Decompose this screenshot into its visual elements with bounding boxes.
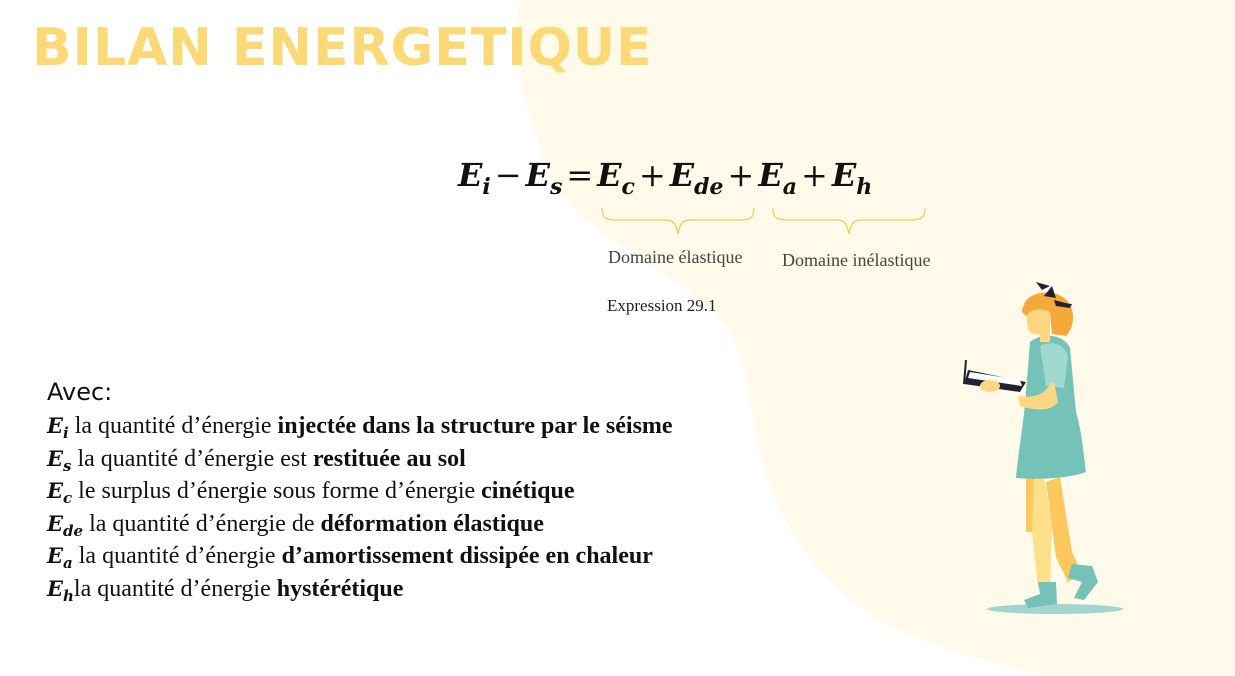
definition-text: le surplus d’énergie sous forme d’énergie bbox=[72, 478, 482, 504]
definition-emphasis: hystérétique bbox=[276, 575, 404, 602]
energy-balance-equation bbox=[458, 156, 872, 200]
definition-row bbox=[47, 443, 673, 476]
avec-label: Avec: bbox=[47, 378, 113, 406]
definition-row bbox=[47, 573, 673, 606]
woman-reading-illustration bbox=[960, 282, 1130, 622]
definition-text: la quantité d’énergie est bbox=[71, 445, 313, 472]
definition-symbol: $E_c$ bbox=[47, 478, 73, 507]
equation-term-Ea: $E_a$ bbox=[758, 156, 798, 200]
equation-term-Eh: $E_h$ bbox=[831, 156, 873, 200]
definition-emphasis: restituée au sol bbox=[312, 445, 466, 472]
definition-symbol: $E_s$ bbox=[47, 445, 72, 475]
expression-label: Expression 29.1 bbox=[607, 296, 717, 315]
slide-title: BILAN ENERGETIQUE bbox=[32, 18, 653, 78]
domain-elastic-label: Domaine élastique bbox=[608, 247, 743, 267]
definition-emphasis: cinétique bbox=[481, 478, 575, 504]
equation-operator: + bbox=[727, 156, 755, 194]
brace-inelastic bbox=[771, 206, 927, 238]
equation-operator: + bbox=[638, 156, 666, 194]
definition-row bbox=[47, 540, 673, 573]
definition-emphasis: injectée dans la structure par le séisme bbox=[277, 413, 673, 439]
definition-text: la quantité d’énergie bbox=[68, 413, 278, 439]
definition-symbol: $E_i$ bbox=[47, 413, 69, 442]
equation-term-Ede: $E_{de}$ bbox=[669, 156, 724, 200]
definition-row bbox=[47, 410, 673, 443]
equation-term-Es: $E_s$ bbox=[525, 156, 563, 200]
definition-emphasis: d’amortissement dissipée en chaleur bbox=[281, 543, 653, 569]
definition-text: la quantité d’énergie bbox=[73, 575, 277, 602]
definition-symbol: $E_a$ bbox=[47, 543, 73, 572]
equation-operator: − bbox=[494, 156, 522, 194]
definition-text: la quantité d’énergie bbox=[72, 543, 282, 569]
definition-emphasis: déformation élastique bbox=[320, 510, 544, 537]
definition-row bbox=[47, 508, 673, 541]
definitions-list bbox=[47, 410, 673, 605]
equation-term-Ei: $E_i$ bbox=[458, 156, 491, 200]
definition-symbol: $E_h$ bbox=[47, 575, 74, 605]
definition-symbol: $E_{de}$ bbox=[47, 510, 84, 540]
equation-operator: = bbox=[566, 156, 594, 194]
domain-inelastic-label: Domaine inélastique bbox=[782, 250, 931, 270]
brace-elastic bbox=[600, 206, 756, 238]
equation-operator: + bbox=[801, 156, 828, 194]
equation-term-Ec: $E_c$ bbox=[597, 156, 635, 200]
definition-row bbox=[47, 475, 673, 508]
definition-text: la quantité d’énergie de bbox=[83, 510, 321, 537]
